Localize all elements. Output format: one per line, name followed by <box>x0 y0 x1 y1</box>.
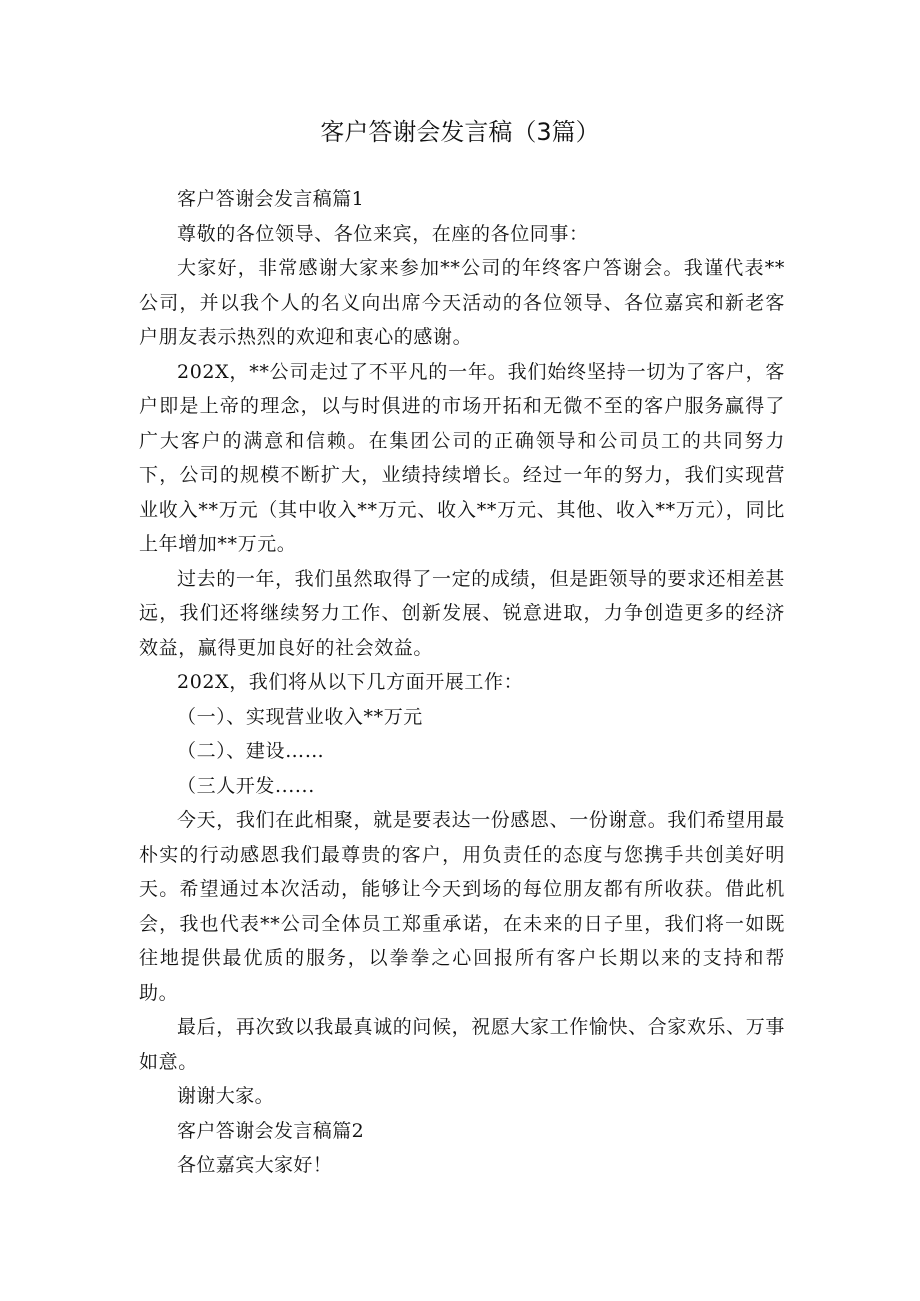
document-body <box>139 182 785 1183</box>
salutation-2: 各位嘉宾大家好！ <box>177 1154 333 1176</box>
paragraph-year-review: 202X，**公司走过了不平凡的一年。我们始终坚持一切为了客户，客户即是上帝的理念，以与时俱进的市场开拓和无微不至的客户服务赢得了广大客户的满意和信赖。在集团公司的正确领导和公司员工的共同努力下，公司的规模不断扩大，业绩持续增长。经过一年的努力，我们实现营业收入**万元（其中收入**万元、收入**万元、其他、收入**万元），同比上年增加**万元。 <box>139 360 785 555</box>
plan-item-1: （一）、实现营业收入**万元 <box>177 705 423 728</box>
plan-item-3: （三人开发...... <box>177 774 315 797</box>
salutation-1: 尊敬的各位领导、各位来宾，在座的各位同事： <box>177 222 589 245</box>
paragraph-greeting: 大家好，非常感谢大家来参加**公司的年终客户答谢会。我谨代表**公司，并以我个人的名义向出席今天活动的各位领导、各位嘉宾和新老客户朋友表示热烈的欢迎和衷心的感谢。 <box>139 257 785 348</box>
paragraph-wishes: 最后，再次致以我最真诚的问候，祝愿大家工作愉快、合家欢乐、万事如意。 <box>139 1016 785 1073</box>
document-title: 客户答谢会发言稿（3篇） <box>320 118 600 146</box>
closing-thanks: 谢谢大家。 <box>177 1085 275 1107</box>
section-heading-2: 客户答谢会发言稿篇2 <box>177 1119 365 1142</box>
plan-item-2: （二）、建设…… <box>177 740 325 762</box>
paragraph-plan-intro: 202X，我们将从以下几方面开展工作： <box>177 671 524 693</box>
paragraph-gratitude: 今天，我们在此相聚，就是要表达一份感恩、一份谢意。我们希望用最朴实的行动感恩我们最尊贵的客户，用负责任的态度与您携手共创美好明天。希望通过本次活动，能够让今天到场的每位朋友都有所收获。借此机会，我也代表**公司全体员工郑重承诺，在未来的日子里，我们将一如既往地提供最优质的服务，以拳拳之心回报所有客户长期以来的支持和帮助。 <box>139 809 785 1004</box>
paragraph-achievements: 过去的一年，我们虽然取得了一定的成绩，但是距领导的要求还相差甚远，我们还将继续努力工作、创新发展、锐意进取，力争创造更多的经济效益，赢得更加良好的社会效益。 <box>139 567 785 659</box>
section-heading-1: 客户答谢会发言稿篇1 <box>177 188 365 210</box>
